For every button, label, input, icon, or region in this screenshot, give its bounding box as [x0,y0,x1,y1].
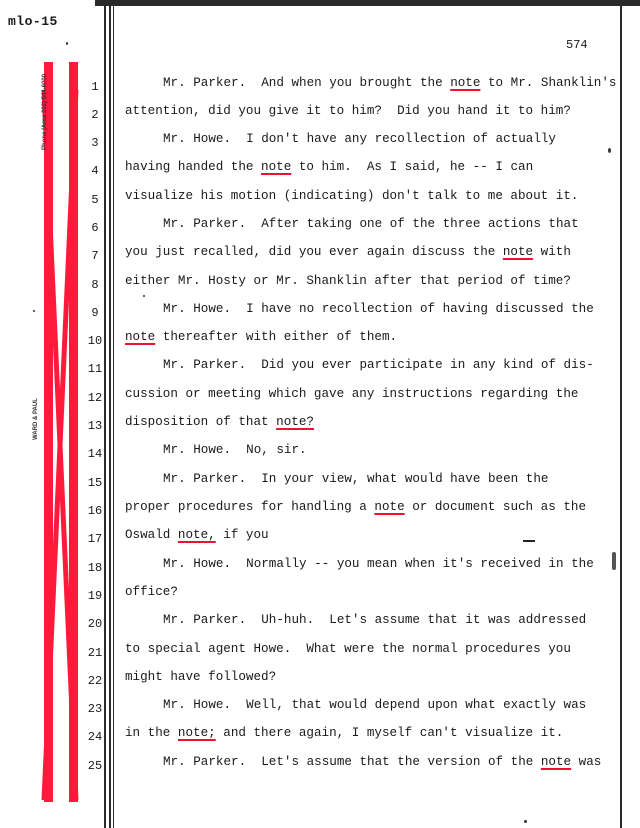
line-text: Mr. Howe. Normally -- you mean when it's received in the [163,557,594,571]
line-number: 5 [91,193,99,207]
highlighted-word: note; [177,726,216,740]
transcript-line [125,160,533,174]
line-text: office? [125,585,178,599]
transcript-line [125,189,578,203]
top-border-rule [95,0,640,6]
line-text: with [533,245,571,259]
line-text: proper procedures for handling a [125,500,375,514]
transcript-line [163,76,616,90]
line-text: Mr. Parker. Did you ever participate in any kind of dis- [163,358,594,372]
line-text: cussion or meeting which gave any instructions regarding the [125,387,579,401]
line-text: disposition of that [125,415,277,429]
line-number: 6 [91,221,99,235]
transcript-line [163,358,594,372]
firm-side-label: WARD & PAUL [33,398,39,440]
highlighted-word: note [450,76,481,90]
speck-mark [612,552,616,570]
line-number: 3 [91,136,99,150]
line-text: having handed the [125,160,262,174]
transcript-line [163,557,594,571]
highlighted-word: note, [177,528,216,542]
transcript-line [125,726,563,740]
margin-rule-2 [109,0,111,828]
line-number: 11 [87,362,103,376]
highlighted-word: note [125,330,156,344]
line-number: 9 [91,306,99,320]
line-text: to him. As I said, he -- I can [291,160,534,174]
line-text: Mr. Parker. Let's assume that the version of the [163,755,541,769]
line-number: 2 [91,108,99,122]
line-number: 18 [87,561,103,575]
line-text: Mr. Parker. After taking one of the three actions that [163,217,579,231]
line-text: Mr. Parker. And when you brought the [163,76,451,90]
line-text: might have followed? [125,670,277,684]
speck-mark [33,310,35,312]
line-text: either Mr. Hosty or Mr. Shanklin after that period of time? [125,274,571,288]
line-text: was [571,755,602,769]
transcript-line [125,528,269,542]
line-text: Mr. Howe. Well, that would depend upon what exactly was [163,698,587,712]
transcript-line [125,387,578,401]
page-number: 574 [566,38,588,52]
transcript-line [163,472,548,486]
highlighted-word: note [374,500,405,514]
transcript-line [125,500,586,514]
line-number: 13 [87,419,103,433]
line-text: Mr. Howe. I have no recollection of having discussed the [163,302,594,316]
transcript-line [125,670,276,684]
line-text: or document such as the [404,500,587,514]
line-number: 10 [87,334,103,348]
margin-rule-1 [104,0,106,828]
speck-mark [66,42,68,45]
line-number: 22 [87,674,103,688]
line-number: 17 [87,532,103,546]
transcript-line [163,755,601,769]
highlighted-word: note? [276,415,314,429]
transcript-line [125,642,571,656]
line-number: 21 [87,646,103,660]
line-text: and there again, I myself can't visualize it. [215,726,564,740]
transcript-line [163,613,586,627]
transcript-line [125,104,571,118]
line-number: 23 [87,702,103,716]
transcript-line [125,585,178,599]
transcript-line [163,217,579,231]
line-number: 24 [87,730,103,744]
line-text: to special agent Howe. What were the normal procedures you [125,642,571,656]
line-number: 15 [87,476,103,490]
line-text: in the [125,726,178,740]
transcript-line [125,274,571,288]
line-number: 4 [91,164,99,178]
transcript-line [125,330,397,344]
line-number: 8 [91,278,99,292]
line-number: 20 [87,617,103,631]
line-text: visualize his motion (indicating) don't talk to me about it. [125,189,579,203]
line-number: 25 [87,759,103,773]
right-margin-rule [620,0,622,828]
line-number: 7 [91,249,99,263]
highlighted-word: note [540,755,572,769]
highlighted-word: note [261,160,292,174]
line-number: 14 [87,447,103,461]
dash-mark [523,540,535,542]
line-number: 19 [87,589,103,603]
highlighted-word: note [502,245,534,259]
speck-mark [524,820,527,823]
line-text: attention, did you give it to him? Did you hand it to him? [125,104,571,118]
line-text: Mr. Howe. No, sir. [163,443,307,457]
transcript-line [163,443,307,457]
line-text: Oswald [125,528,178,542]
line-text: to Mr. Shanklin's [480,76,617,90]
line-text: thereafter with either of them. [155,330,398,344]
page-id-label: mlo-15 [8,14,58,29]
line-number: 1 [91,80,99,94]
phone-side-label: Phone (Area 202) 544-6000 [42,73,48,150]
transcript-line [163,302,594,316]
line-text: Mr. Parker. Uh-huh. Let's assume that it was addressed [163,613,587,627]
line-text: Mr. Parker. In your view, what would have been the [163,472,549,486]
transcript-line [125,245,571,259]
transcript-line [163,698,586,712]
speck-mark [608,148,611,153]
speck-mark [143,295,145,297]
line-text: if you [215,528,269,542]
margin-rule-3 [113,0,114,828]
transcript-line [125,415,314,429]
transcript-line [163,132,556,146]
line-text: Mr. Howe. I don't have any recollection of actually [163,132,556,146]
line-number: 12 [87,391,103,405]
line-number: 16 [87,504,103,518]
line-text: you just recalled, did you ever again discuss the [125,245,503,259]
